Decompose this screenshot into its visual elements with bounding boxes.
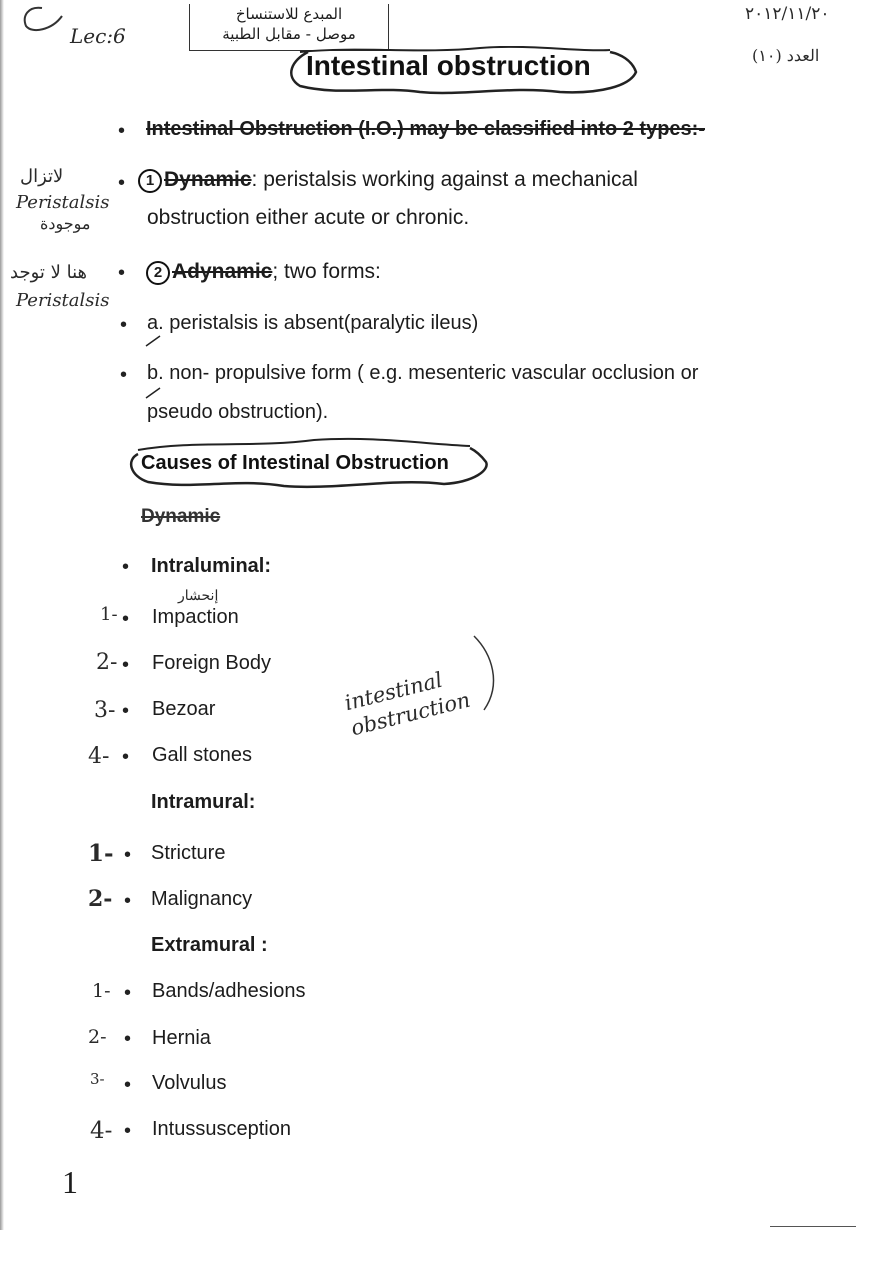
scribble-mark [18, 2, 78, 38]
handwritten-note: intestinal obstruction [342, 667, 473, 741]
dynamic-label: Dynamic [164, 168, 252, 191]
circled-number-1: 1 [138, 169, 162, 193]
margin-note-2-arabic: هنا لا توجد [10, 262, 88, 283]
copy-shop-stamp [189, 4, 389, 51]
item-number: 3- [94, 698, 116, 723]
item-number: 2- [88, 1026, 107, 1048]
item-number: 1- [88, 840, 114, 867]
causes-title: Causes of Intestinal Obstruction [141, 452, 449, 474]
pen-tick-a [144, 334, 164, 348]
adynamic-label: Adynamic [172, 260, 273, 283]
bullet: • [124, 1120, 132, 1142]
list-item: Impaction [152, 606, 239, 628]
list-item: Stricture [151, 842, 226, 864]
item-number: 4- [90, 1118, 113, 1144]
dynamic-text-continued: obstruction either acute or chronic. [147, 206, 470, 229]
list-item: Bezoar [152, 698, 216, 720]
dynamic-heading: Dynamic [141, 506, 221, 527]
dynamic-text: : peristalsis working against a mechanical [251, 168, 638, 191]
page-number: 1 [62, 1164, 78, 1200]
lec-note: Lec:6 [70, 24, 126, 48]
bullet: • [122, 556, 130, 578]
bullet: • [120, 364, 128, 386]
margin-note-1-english: Peristalsis [16, 192, 110, 213]
margin-note-2-english: Peristalsis [16, 290, 110, 311]
circled-number-2: 2 [146, 261, 170, 285]
handwritten-bracket [470, 634, 504, 714]
bullet: • [124, 1028, 132, 1050]
bullet: • [118, 262, 126, 284]
list-item: Hernia [152, 1027, 211, 1049]
bullet: • [122, 608, 130, 630]
page-title: Intestinal obstruction [306, 50, 591, 81]
footer-line [770, 1226, 856, 1227]
intro-line: Intestinal Obstruction (I.O.) may be classified into 2 types:- [146, 118, 705, 140]
adynamic-text: ; two forms: [272, 260, 381, 283]
item-number: 4- [88, 744, 110, 769]
item-number: 2- [96, 650, 118, 675]
title-frame [280, 46, 640, 96]
form-b-line-1: b. non- propulsive form ( e.g. mesenteric vascular occlusion or [147, 362, 699, 384]
bullet: • [122, 654, 130, 676]
item-number: 1- [92, 980, 111, 1002]
number-note: العدد (١٠) [752, 46, 820, 65]
intramural-heading: Intramural: [151, 791, 256, 813]
margin-note-1-arabic-2: موجودة [40, 214, 91, 233]
item-number: 1- [100, 604, 118, 625]
causes-title-frame [124, 436, 494, 492]
list-item: Malignancy [151, 888, 253, 910]
note-above-impaction: إنحشار [178, 588, 219, 604]
margin-note-1-arabic: لاتزال [20, 166, 64, 187]
scan-edge [0, 0, 4, 1230]
bullet: • [124, 844, 132, 866]
pen-tick-b [144, 386, 164, 400]
bullet: • [120, 314, 128, 336]
stamp-line-1: المبدع للاستنساخ [235, 5, 343, 23]
date-note: ٢٠١٢/١١/٢٠ [745, 4, 830, 24]
bullet: • [118, 120, 126, 142]
list-item: Volvulus [152, 1072, 227, 1094]
bullet: • [122, 746, 130, 768]
list-item: Foreign Body [152, 652, 271, 674]
item-number: 3- [90, 1070, 105, 1088]
list-item: Intussusception [152, 1118, 291, 1140]
bullet: • [118, 172, 126, 194]
form-a: a. peristalsis is absent(paralytic ileus) [147, 312, 479, 334]
adynamic-line [146, 260, 381, 285]
item-number: 2- [88, 886, 113, 912]
bullet: • [124, 982, 132, 1004]
extramural-heading: Extramural : [151, 934, 268, 956]
list-item: Bands/adhesions [152, 980, 306, 1002]
intraluminal-heading: Intraluminal: [151, 555, 272, 577]
bullet: • [122, 700, 130, 722]
list-item: Gall stones [152, 744, 253, 766]
bullet: • [124, 1074, 132, 1096]
stamp-line-2: موصل - مقابل الطبية [222, 25, 356, 43]
dynamic-line [138, 168, 638, 193]
form-b-line-2: pseudo obstruction). [147, 401, 329, 423]
bullet: • [124, 890, 132, 912]
